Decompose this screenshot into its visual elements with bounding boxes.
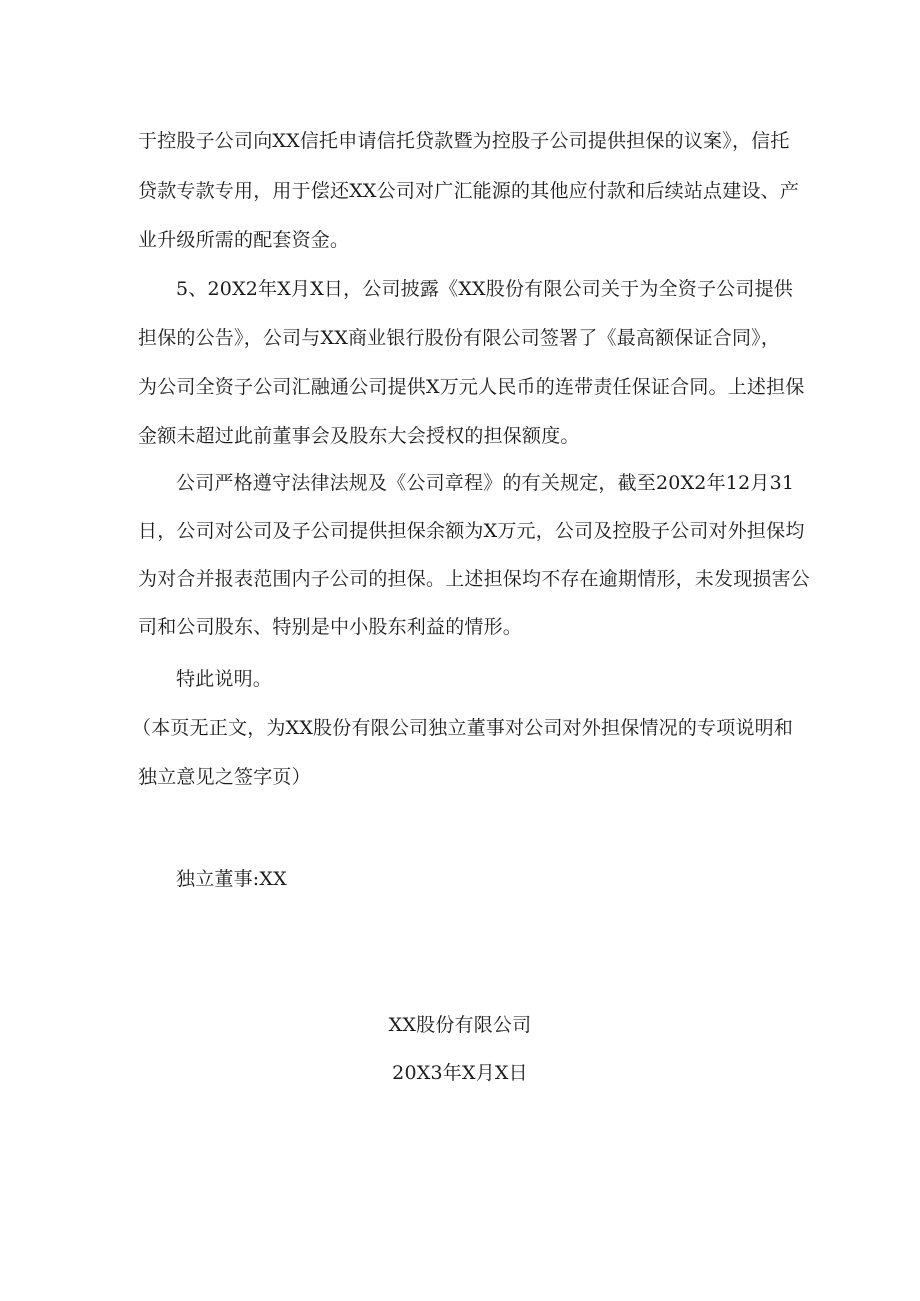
paragraph-line: 为公司全资子公司汇融通公司提供X万元人民币的连带责任保证合同。上述担保 <box>138 376 805 398</box>
closing-statement: 特此说明。 <box>176 668 273 690</box>
document-date: 20X3年X月X日 <box>392 1062 528 1084</box>
paragraph-line: 为对合并报表范围内子公司的担保。上述担保均不存在逾期情形，未发现损害公 <box>138 568 811 590</box>
company-name: XX股份有限公司 <box>388 1014 532 1036</box>
paragraph-line: 担保的公告》，公司与XX商业银行股份有限公司签署了《最高额保证合同》， <box>138 327 781 349</box>
paragraph-line: 日，公司对公司及子公司提供担保余额为X万元，公司及控股子公司对外担保均 <box>138 520 805 542</box>
paragraph-line: 5、20X2年X月X日，公司披露《XX股份有限公司关于为全资子公司提供 <box>176 278 793 300</box>
signature-page-note: 独立意见之签字页） <box>138 766 311 788</box>
paragraph-line: 金额未超过此前董事会及股东大会授权的担保额度。 <box>138 425 580 447</box>
independent-director-signature: 独立董事:XX <box>176 868 287 890</box>
paragraph-line: 公司严格遵守法律法规及《公司章程》的有关规定，截至20X2年12月31 <box>176 472 795 494</box>
paragraph-line: 司和公司股东、特别是中小股东利益的情形。 <box>138 616 523 638</box>
paragraph-line: 于控股子公司向XX信托申请信托贷款暨为控股子公司提供担保的议案》，信托 <box>138 130 790 152</box>
paragraph-line: 业升级所需的配套资金。 <box>138 229 350 251</box>
paragraph-line: 贷款专款专用，用于偿还XX公司对广汇能源的其他应付款和后续站点建设、产 <box>138 180 800 202</box>
signature-page-note: （本页无正文，为XX股份有限公司独立董事对公司对外担保情况的专项说明和 <box>132 717 794 739</box>
